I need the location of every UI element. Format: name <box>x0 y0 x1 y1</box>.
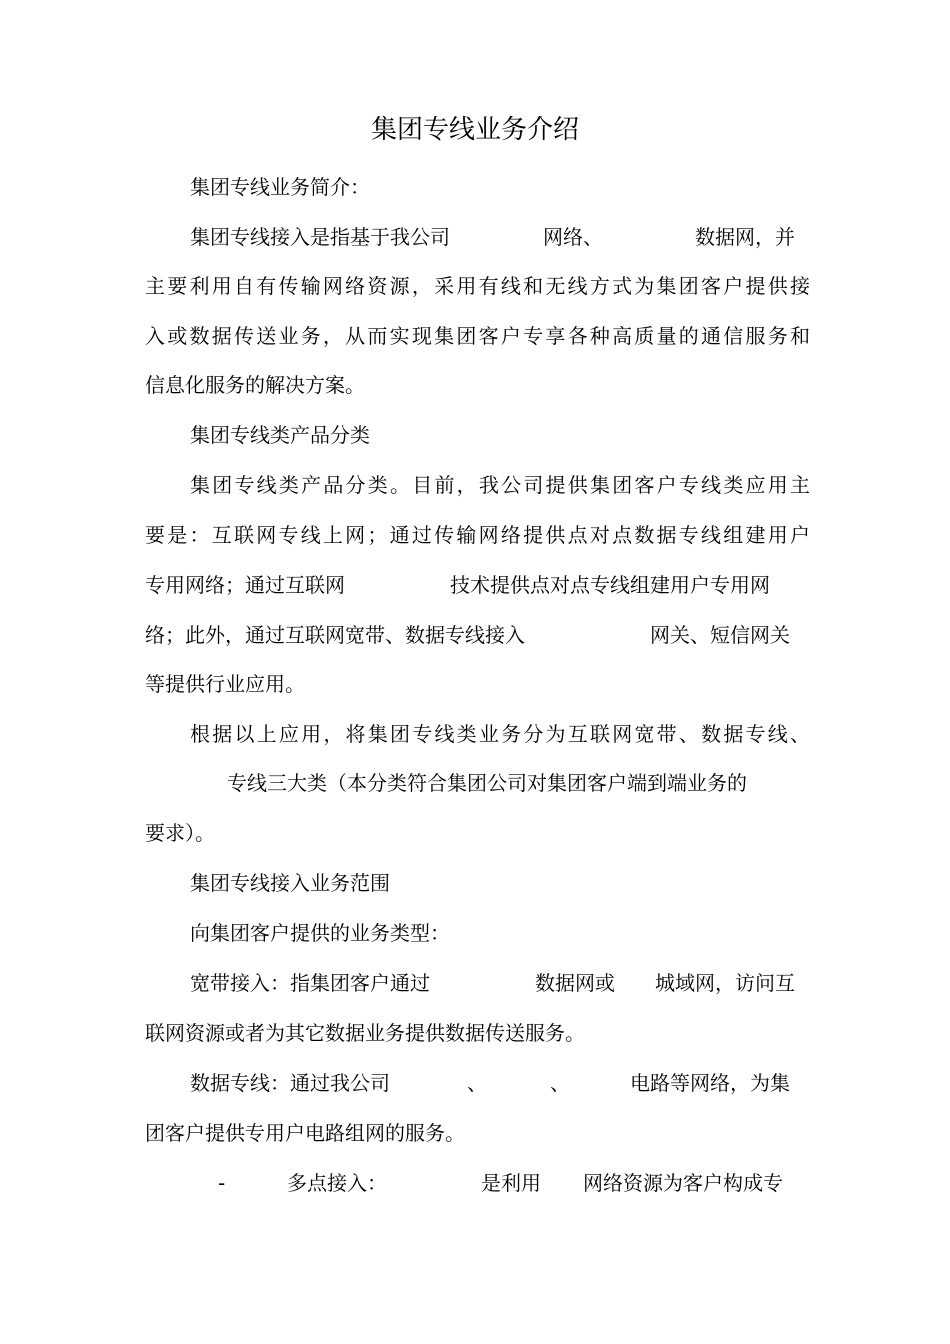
text-segment: 络；此外，通过互联网宽带、数据专线接入 <box>145 623 525 647</box>
document-title: 集团专线业务介绍 <box>370 115 579 145</box>
section-heading: 集团专线接入业务范围 <box>190 871 390 895</box>
text-segment: 数据网或 <box>535 971 615 995</box>
text-segment: 数据网，并 <box>695 225 795 249</box>
list-dash: - <box>218 1171 226 1195</box>
paragraph-line: 主要利用自有传输网络资源，采用有线和无线方式为集团客户提供接 <box>145 274 810 298</box>
text-segment: 网关、短信网关 <box>650 623 790 647</box>
text-segment: 数据专线：通过我公司 <box>190 1071 390 1095</box>
text-segment: 是利用 <box>481 1171 541 1195</box>
text-segment: 集团专线接入是指基于我公司 <box>190 225 450 249</box>
text-segment: 宽带接入：指集团客户通过 <box>190 971 430 995</box>
paragraph-line: 要求）。 <box>145 821 215 845</box>
paragraph-line: 等提供行业应用。 <box>145 672 305 696</box>
text-segment: 专用网络；通过互联网 <box>145 573 345 597</box>
section-heading: 集团专线类产品分类 <box>190 423 370 447</box>
paragraph-line: 团客户提供专用户电路组网的服务。 <box>145 1121 465 1145</box>
paragraph-line: 入或数据传送业务，从而实现集团客户专享各种高质量的通信服务和 <box>145 324 810 348</box>
paragraph-line: 向集团客户提供的业务类型： <box>190 921 450 945</box>
text-segment: 城域网，访问互 <box>655 971 795 995</box>
paragraph-line: 集团专线业务简介： <box>190 175 370 199</box>
text-segment: 网络、 <box>543 225 603 249</box>
paragraph-line: 信息化服务的解决方案。 <box>145 373 365 397</box>
paragraph-line: 集团专线类产品分类。目前，我公司提供集团客户专线类应用主 <box>190 473 810 497</box>
paragraph-line: 要是：互联网专线上网；通过传输网络提供点对点数据专线组建用户 <box>145 523 810 547</box>
text-segment: 网络资源为客户构成专 <box>583 1171 783 1195</box>
text-segment: 专线三大类（本分类符合集团公司对集团客户端到端业务的 <box>227 771 747 795</box>
text-segment: 技术提供点对点专线组建用户专用网 <box>450 573 770 597</box>
text-segment: 、 <box>550 1071 570 1095</box>
text-segment: 电路等网络，为集 <box>630 1071 790 1095</box>
text-segment: 多点接入： <box>287 1171 387 1195</box>
paragraph-line: 根据以上应用，将集团专线类业务分为互联网宽带、数据专线、 <box>190 722 810 746</box>
paragraph-line: 联网资源或者为其它数据业务提供数据传送服务。 <box>145 1021 585 1045</box>
text-segment: 、 <box>467 1071 487 1095</box>
